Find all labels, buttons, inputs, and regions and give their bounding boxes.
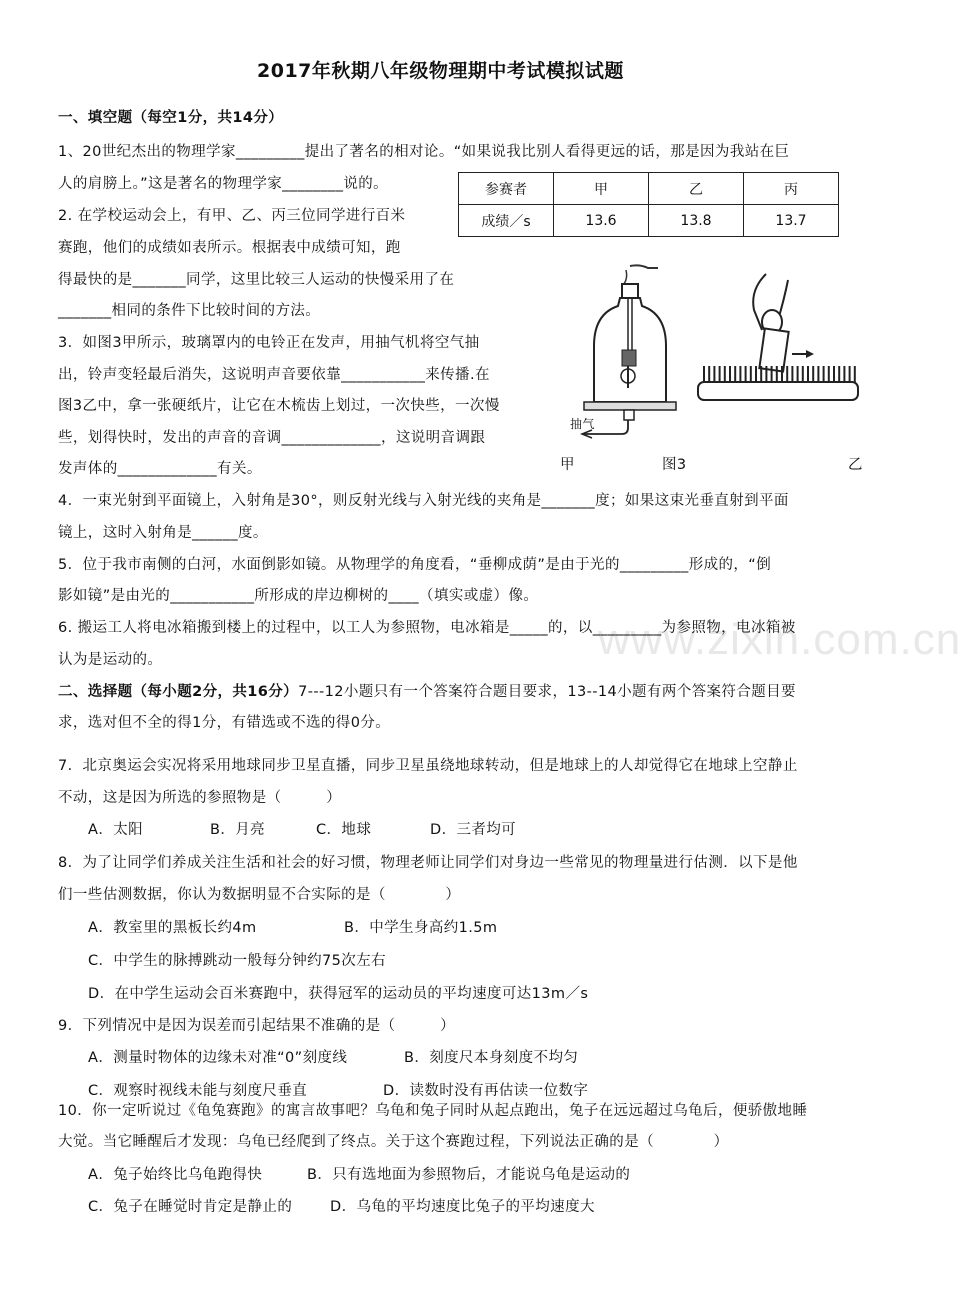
pump-label: 抽气 (570, 417, 595, 431)
figure-caption-left: 甲 (560, 457, 575, 473)
table-header-row (459, 173, 839, 205)
table-cell: 13.7 (744, 205, 839, 237)
q8-line2: 们一些估测数据，你认为数据明显不合实际的是（ ） (58, 887, 461, 903)
q8-option-b: B．中学生身高约1.5m (344, 920, 498, 936)
table-row (459, 205, 839, 237)
q5-line1: 5．位于我市南侧的白河，水面倒影如镜。从物理学的角度看，“垂柳成荫”是由于光的_________形成的，“倒 (58, 557, 772, 573)
section2-line1 (58, 682, 796, 702)
table-cell: 13.8 (649, 205, 744, 237)
q3-line5: 发声体的_____________有关。 (58, 461, 262, 477)
q1-line2: 人的肩膀上。”这是著名的物理学家________说的。 (58, 176, 389, 192)
q9-line1: 9．下列情况中是因为误差而引起结果不准确的是（ ） (58, 1018, 456, 1034)
q7-line2: 不动，这是因为所选的参照物是（ ） (58, 790, 342, 806)
q6-line2: 认为是运动的。 (58, 652, 163, 668)
table-header: 参赛者 (459, 173, 554, 205)
q3-line4: 些，划得快时，发出的声音的音调_____________，这说明音调跟 (58, 430, 486, 446)
q7-line1: 7．北京奥运会实况将采用地球同步卫星直播，同步卫星虽绕地球转动，但是地球上的人却觉得它在地球上空静止 (58, 758, 798, 774)
results-table (458, 172, 839, 237)
section2-desc: 7---12小题只有一个答案符合题目要求，13--14小题有两个答案符合题目要 (298, 684, 796, 700)
table-row-label: 成绩／s (459, 205, 554, 237)
section2-line2: 求，选对但不全的得1分，有错选或不选的得0分。 (58, 715, 391, 731)
q10-option-a: A．兔子始终比乌龟跑得快 (88, 1167, 263, 1183)
table-header: 丙 (744, 173, 839, 205)
q7-option-c: C．地球 (316, 822, 372, 838)
q9-option-d: D．读数时没有再估读一位数字 (383, 1083, 589, 1099)
q2-line1: 2. 在学校运动会上，有甲、乙、丙三位同学进行百米 (58, 208, 406, 224)
table-cell: 13.6 (554, 205, 649, 237)
q2-line2: 赛跑，他们的成绩如表所示。根据表中成绩可知，跑 (58, 240, 401, 256)
q2-line4: _______相同的条件下比较时间的方法。 (58, 303, 321, 319)
comb-figure (692, 270, 864, 410)
q5-line2: 影如镜”是由光的___________所形成的岸边柳树的____（填实或虚）像。 (58, 588, 539, 604)
q10-line1: 10．你一定听说过《龟兔赛跑》的寓言故事吧？乌龟和兔子同时从起点跑出，兔子在远远超过乌龟后，便骄傲地睡 (58, 1103, 808, 1119)
figure-caption-center: 图3 (662, 457, 687, 473)
q8-line1: 8．为了让同学们养成关注生活和社会的好习惯，物理老师让同学们对身边一些常见的物理量进行估测．以下是他 (58, 855, 798, 871)
section2-heading: 二、选择题（每小题2分，共16分） (58, 684, 299, 700)
q9-option-a: A．测量时物体的边缘未对准“0”刻度线 (88, 1050, 348, 1066)
section1-heading: 一、填空题（每空1分，共14分） (58, 110, 284, 126)
q2-line3: 得最快的是_______同学，这里比较三人运动的快慢采用了在 (58, 272, 455, 288)
q9-option-b: B．刻度尺本身刻度不均匀 (404, 1050, 579, 1066)
q3-line3: 图3乙中，拿一张硬纸片，让它在木梳齿上划过，一次快些，一次慢 (58, 398, 500, 414)
q10-option-d: D．乌龟的平均速度比兔子的平均速度大 (330, 1199, 595, 1215)
q1-line1: 1、20世纪杰出的物理学家_________提出了著名的相对论。“如果说我比别人看得更远的话，那是因为我站在巨 (58, 144, 790, 160)
q10-option-b: B．只有选地面为参照物后，才能说乌龟是运动的 (307, 1167, 631, 1183)
q7-option-a: A．太阳 (88, 822, 144, 838)
q4-line1: 4．一束光射到平面镜上，入射角是30°，则反射光线与入射光线的夹角是_______度；如果这束光垂直射到平面 (58, 493, 789, 509)
table-header: 乙 (649, 173, 744, 205)
q10-option-c: C．兔子在睡觉时肯定是静止的 (88, 1199, 293, 1215)
q8-option-a: A．教室里的黑板长约4m (88, 920, 257, 936)
q6-line1: 6. 搬运工人将电冰箱搬到楼上的过程中，以工人为参照物，电冰箱是_____的，以_________为参照物，电冰箱被 (58, 620, 796, 636)
q7-option-d: D．三者均可 (430, 822, 517, 838)
figure-caption-right: 乙 (848, 457, 863, 473)
q8-option-d: D．在中学生运动会百米赛跑中，获得冠军的运动员的平均速度可达13m／s (88, 986, 589, 1002)
table-header: 甲 (554, 173, 649, 205)
q4-line2: 镜上，这时入射角是______度。 (58, 525, 268, 541)
q7-option-b: B．月亮 (210, 822, 266, 838)
q3-line1: 3．如图3甲所示，玻璃罩内的电铃正在发声，用抽气机将空气抽 (58, 335, 480, 351)
page-title: 2017年秋期八年级物理期中考试模拟试题 (257, 60, 624, 82)
watermark: www.zixin.com.cn (598, 615, 961, 664)
q8-option-c: C．中学生的脉搏跳动一般每分钟约75次左右 (88, 953, 386, 969)
q9-option-c: C．观察时视线未能与刻度尺垂直 (88, 1083, 308, 1099)
q3-line2: 出，铃声变轻最后消失，这说明声音要依靠___________来传播.在 (58, 367, 490, 383)
q10-line2: 大觉。当它睡醒后才发现：乌龟已经爬到了终点。关于这个赛跑过程，下列说法正确的是（ ） (58, 1134, 729, 1150)
